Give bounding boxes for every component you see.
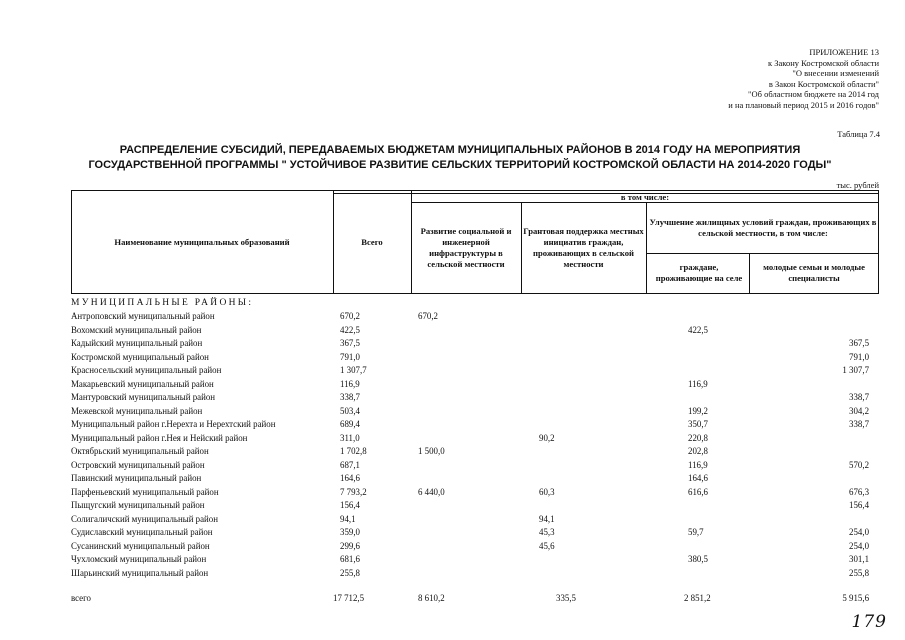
cell-citizens: [646, 391, 749, 405]
table-row: [71, 499, 879, 513]
cell-social: [411, 405, 521, 419]
header-col2-divider: [411, 190, 412, 294]
cell-total: 156,4: [340, 500, 360, 510]
table-row: [71, 459, 879, 473]
cell-youth: [749, 324, 879, 338]
table-body: [71, 297, 879, 580]
cell-name: Октябрьский муниципальный район: [71, 446, 209, 456]
cell-name: Красносельский муниципальный район: [71, 365, 222, 375]
table-row: [71, 324, 879, 338]
table-row: [71, 445, 879, 459]
cell-total: 1 702,8: [340, 446, 367, 456]
cell-youth: 156,4: [849, 500, 869, 510]
table-header: [71, 190, 879, 294]
table-row: [71, 540, 879, 554]
cell-total: 422,5: [340, 324, 360, 335]
cell-youth: [749, 513, 879, 527]
cell-grant: [521, 364, 646, 378]
cell-citizens: 380,5: [688, 554, 708, 564]
table-row: [71, 310, 879, 324]
table-row: [71, 553, 879, 567]
title-line-2: ГОСУДАРСТВЕННОЙ ПРОГРАММЫ " УСТОЙЧИВОЕ РАЗВИТИЕ СЕЛЬСКИХ ТЕРРИТОРИЙ КОСТРОМСКОЙ ОБЛАСТИ НА 2014-2020 ГОДЫ": [88, 159, 832, 171]
cell-youth: [749, 445, 879, 459]
cell-grant: 60,3: [539, 486, 555, 497]
cell-name: Судиславский муниципальный район: [71, 527, 213, 537]
header-housing: Улучшение жилищных условий граждан, проживающих в сельской местности, в том числе:: [649, 216, 877, 238]
cell-total: 1 307,7: [340, 365, 367, 375]
cell-social: [411, 324, 521, 338]
cell-social: [411, 540, 521, 554]
cell-social: [411, 459, 521, 473]
cell-social: 670,2: [418, 311, 438, 321]
header-right-border: [878, 190, 879, 294]
cell-name: Муниципальный район г.Нерехта и Нерехтский район: [71, 419, 276, 429]
cell-youth: [749, 472, 879, 486]
cell-citizens: 616,6: [688, 486, 708, 497]
cell-grant: [521, 337, 646, 351]
cell-citizens: 116,9: [688, 378, 708, 389]
cell-citizens: [646, 540, 749, 554]
cell-youth: 676,3: [849, 486, 869, 497]
cell-grant: [521, 459, 646, 473]
cell-total: 311,0: [340, 432, 360, 443]
cell-total: 7 793,2: [340, 486, 367, 497]
table-row: [71, 526, 879, 540]
cell-total: 687,1: [340, 459, 360, 470]
cell-social: [411, 337, 521, 351]
cell-total: 255,8: [340, 567, 360, 578]
cell-citizens: 164,6: [688, 473, 708, 483]
header-social: Развитие социальной и инженерной инфраструктуры в сельской местности: [420, 226, 512, 269]
cell-citizens: [646, 337, 749, 351]
cell-social: 6 440,0: [418, 486, 445, 497]
cell-grant: [521, 567, 646, 581]
table-row: [71, 472, 879, 486]
cell-youth: 1 307,7: [842, 365, 869, 375]
table-row: [71, 405, 879, 419]
cell-social: [411, 432, 521, 446]
cell-name: Солигаличский муниципальный район: [71, 513, 218, 524]
page-number: 179: [851, 612, 887, 632]
cell-citizens: 59,7: [688, 527, 704, 537]
total-label: всего: [71, 593, 91, 603]
cell-youth: 254,0: [849, 527, 869, 537]
cell-grant: [521, 378, 646, 392]
cell-grant: 45,3: [539, 527, 555, 537]
cell-name: Сусанинский муниципальный район: [71, 540, 210, 551]
cell-name: Кадыйский муниципальный район: [71, 338, 203, 348]
cell-youth: 304,2: [849, 405, 869, 416]
cell-youth: 254,0: [849, 540, 869, 551]
cell-grant: [521, 472, 646, 486]
header-youth: молодые семьи и молодые специалисты: [763, 262, 865, 283]
cell-total: 116,9: [340, 378, 360, 389]
cell-social: 1 500,0: [418, 446, 445, 456]
table-row: [71, 513, 879, 527]
cell-total: 670,2: [340, 311, 360, 321]
cell-total: 689,4: [340, 419, 360, 429]
annex-block: [728, 47, 879, 111]
total-social: 8 610,2: [418, 593, 445, 603]
cell-grant: [521, 391, 646, 405]
cell-grant: 45,6: [539, 540, 555, 551]
cell-grant: [521, 310, 646, 324]
cell-grant: [521, 324, 646, 338]
cell-name: Костромской муниципальный район: [71, 351, 209, 362]
cell-citizens: [646, 364, 749, 378]
table-row: [71, 378, 879, 392]
rows-container: [71, 310, 879, 580]
cell-name: Макарьевский муниципальный район: [71, 378, 214, 389]
cell-youth: [749, 310, 879, 324]
header-total: Всего: [361, 236, 383, 247]
cell-social: [411, 364, 521, 378]
annex-line: "Об областном бюджете на 2014 год: [748, 89, 879, 100]
cell-social: [411, 391, 521, 405]
table-row: [71, 567, 879, 581]
table-row: [71, 364, 879, 378]
cell-total: 338,7: [340, 392, 360, 402]
table-row: [71, 337, 879, 351]
annex-line: "О внесении изменений: [792, 68, 879, 79]
table-row: [71, 486, 879, 500]
cell-total: 503,4: [340, 405, 360, 416]
cell-grant: [521, 351, 646, 365]
cell-social: [411, 499, 521, 513]
cell-social: [411, 553, 521, 567]
cell-grant: [521, 445, 646, 459]
cell-total: 94,1: [340, 513, 356, 524]
total-total: 17 712,5: [333, 593, 365, 603]
header-including: в том числе:: [620, 191, 670, 202]
cell-grant: [521, 553, 646, 567]
cell-name: Мантуровский муниципальный район: [71, 392, 216, 402]
cell-total: 791,0: [340, 351, 360, 362]
cell-name: Чухломский муниципальный район: [71, 554, 207, 564]
annex-line: ПРИЛОЖЕНИЕ 13: [809, 47, 879, 57]
table-number: Таблица 7.4: [837, 129, 880, 139]
cell-name: Шарьинский муниципальный район: [71, 567, 209, 578]
cell-total: 367,5: [340, 338, 360, 348]
cell-youth: 791,0: [849, 351, 869, 362]
annex-line: в Закон Костромской области": [768, 78, 879, 89]
cell-name: Павинский муниципальный район: [71, 473, 202, 483]
cell-youth: 301,1: [849, 554, 869, 564]
cell-grant: 94,1: [539, 513, 555, 524]
cell-grant: 90,2: [539, 432, 555, 443]
total-row: [71, 592, 879, 605]
annex-line: к Закону Костромской области: [768, 57, 879, 68]
cell-youth: 338,7: [849, 392, 869, 402]
table-row: [71, 432, 879, 446]
cell-youth: [749, 432, 879, 446]
header-col5-divider: [749, 253, 750, 294]
cell-social: [411, 351, 521, 365]
cell-name: Антроповский муниципальный район: [71, 311, 215, 321]
cell-name: Парфеньевский муниципальный район: [71, 486, 219, 497]
total-youth: 5 915,6: [842, 593, 869, 603]
cell-citizens: 116,9: [688, 459, 708, 470]
cell-social: [411, 418, 521, 432]
total-citizens: 2 851,2: [684, 593, 711, 603]
cell-citizens: 350,7: [688, 419, 708, 429]
cell-youth: 338,7: [849, 419, 869, 429]
cell-social: [411, 526, 521, 540]
cell-citizens: [646, 567, 749, 581]
cell-youth: 367,5: [849, 338, 869, 348]
cell-grant: [521, 405, 646, 419]
cell-name: Пыщугский муниципальный район: [71, 500, 205, 510]
document-title: [60, 143, 860, 173]
cell-citizens: 220,8: [688, 432, 708, 443]
table-row: [71, 351, 879, 365]
header-col3-divider: [521, 202, 522, 294]
header-grant: Грантовая поддержка местных инициатив граждан, проживающих в сельской местности: [523, 226, 644, 269]
cell-grant: [521, 499, 646, 513]
cell-social: [411, 513, 521, 527]
cell-social: [411, 472, 521, 486]
cell-citizens: [646, 351, 749, 365]
units-label: тыс. рублей: [836, 180, 879, 190]
header-name: Наименование муниципальных образований: [114, 236, 290, 247]
title-line-1: РАСПРЕДЕЛЕНИЕ СУБСИДИЙ, ПЕРЕДАВАЕМЫХ БЮДЖЕТАМ МУНИЦИПАЛЬНЫХ РАЙОНОВ В 2014 ГОДУ НА МЕРОПРИЯТИЯ: [119, 144, 801, 156]
cell-name: Вохомский муниципальный район: [71, 324, 202, 335]
annex-line: и на плановый период 2015 и 2016 годов": [728, 99, 879, 110]
cell-social: [411, 567, 521, 581]
cell-name: Межевской муниципальный район: [71, 405, 203, 416]
cell-citizens: 202,8: [688, 446, 708, 456]
cell-youth: 570,2: [849, 459, 869, 470]
cell-citizens: 199,2: [688, 405, 708, 416]
cell-total: 681,6: [340, 554, 360, 564]
table-row: [71, 391, 879, 405]
cell-grant: [521, 418, 646, 432]
cell-total: 164,6: [340, 473, 360, 483]
header-citizens: граждане, проживающие на селе: [655, 262, 743, 283]
section-label: МУНИЦИПАЛЬНЫЕ РАЙОНЫ:: [71, 298, 254, 308]
total-grant: 335,5: [556, 593, 576, 603]
cell-youth: [749, 378, 879, 392]
cell-youth: 255,8: [849, 567, 869, 578]
cell-social: [411, 378, 521, 392]
table-row: [71, 418, 879, 432]
cell-citizens: [646, 310, 749, 324]
cell-name: Муниципальный район г.Нея и Нейский район: [71, 432, 248, 443]
cell-total: 359,0: [340, 527, 360, 537]
cell-name: Островский муниципальный район: [71, 459, 205, 470]
cell-citizens: 422,5: [688, 324, 708, 335]
cell-citizens: [646, 499, 749, 513]
cell-total: 299,6: [340, 540, 360, 551]
header-col4-divider: [646, 202, 647, 294]
cell-citizens: [646, 513, 749, 527]
